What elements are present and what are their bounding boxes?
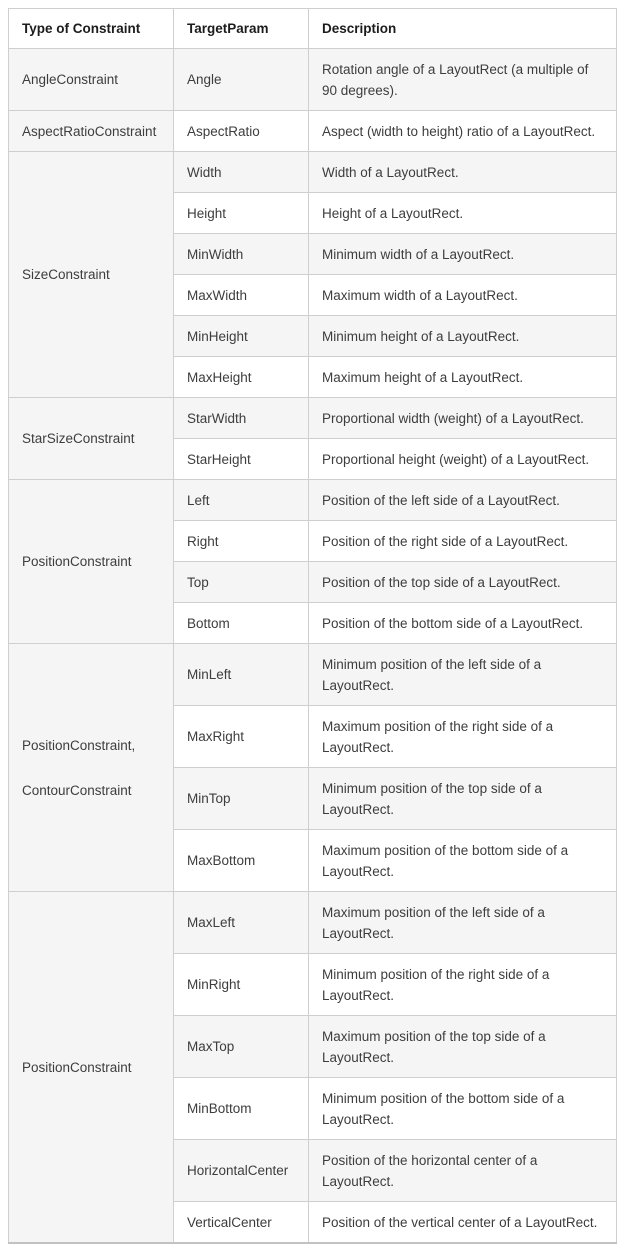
table-row	[9, 49, 617, 111]
table-row	[9, 111, 617, 152]
target-param-cell: MaxWidth	[174, 275, 309, 316]
constraint-type-label: AspectRatioConstraint	[22, 123, 157, 139]
constraint-type-label: SizeConstraint	[22, 267, 110, 282]
description-cell: Height of a LayoutRect.	[309, 193, 617, 234]
constraint-type-label: PositionConstraint	[22, 1059, 132, 1075]
description-cell: Proportional width (weight) of a LayoutRect.	[309, 398, 617, 439]
description-cell: Position of the bottom side of a LayoutRect.	[309, 603, 617, 644]
description-cell: Minimum width of a LayoutRect.	[309, 234, 617, 275]
description-cell: Minimum position of the right side of a LayoutRect.	[309, 954, 617, 1016]
constraint-type-cell	[9, 480, 174, 644]
target-param-cell: Height	[174, 193, 309, 234]
table-row	[9, 644, 617, 706]
target-param-cell: Angle	[174, 49, 309, 111]
constraint-type-label: ContourConstraint	[22, 782, 132, 798]
description-cell: Maximum position of the bottom side of a LayoutRect.	[309, 830, 617, 892]
target-param-cell: MaxBottom	[174, 830, 309, 892]
target-param-cell: MinWidth	[174, 234, 309, 275]
constraint-type-label: PositionConstraint,	[22, 737, 136, 753]
target-param-cell: MaxLeft	[174, 892, 309, 954]
description-cell: Maximum position of the left side of a LayoutRect.	[309, 892, 617, 954]
target-param-cell: MinLeft	[174, 644, 309, 706]
target-param-cell: StarWidth	[174, 398, 309, 439]
description-cell: Rotation angle of a LayoutRect (a multiple of 90 degrees).	[309, 49, 617, 111]
description-cell: Maximum height of a LayoutRect.	[309, 357, 617, 398]
table-row	[9, 398, 617, 439]
constraint-type-cell	[9, 892, 174, 1244]
description-cell: Position of the right side of a LayoutRect.	[309, 521, 617, 562]
constraint-type-cell	[9, 49, 174, 111]
description-cell: Position of the top side of a LayoutRect.	[309, 562, 617, 603]
description-cell: Minimum position of the bottom side of a LayoutRect.	[309, 1078, 617, 1140]
column-header-description: Description	[309, 9, 617, 49]
table-row	[9, 480, 617, 521]
constraint-type-cell	[9, 111, 174, 152]
constraint-type-cell	[9, 152, 174, 398]
target-param-cell: Right	[174, 521, 309, 562]
description-cell: Position of the horizontal center of a LayoutRect.	[309, 1140, 617, 1202]
table-row	[9, 892, 617, 954]
table-body	[9, 49, 617, 1244]
description-cell: Position of the left side of a LayoutRect.	[309, 480, 617, 521]
target-param-cell: HorizontalCenter	[174, 1140, 309, 1202]
target-param-cell: MaxTop	[174, 1016, 309, 1078]
target-param-cell: Bottom	[174, 603, 309, 644]
target-param-cell: Top	[174, 562, 309, 603]
constraint-type-label: AngleConstraint	[22, 72, 119, 87]
table-header	[9, 9, 617, 49]
column-header-type: Type of Constraint	[9, 9, 174, 49]
constraint-type-label: PositionConstraint	[22, 554, 132, 569]
description-cell: Minimum height of a LayoutRect.	[309, 316, 617, 357]
column-header-targetparam: TargetParam	[174, 9, 309, 49]
target-param-cell: MinHeight	[174, 316, 309, 357]
constraint-type-cell	[9, 644, 174, 892]
constraints-table	[8, 8, 617, 1244]
target-param-cell: VerticalCenter	[174, 1202, 309, 1244]
description-cell: Minimum position of the top side of a LayoutRect.	[309, 768, 617, 830]
target-param-cell: Left	[174, 480, 309, 521]
description-cell: Maximum position of the top side of a LayoutRect.	[309, 1016, 617, 1078]
target-param-cell: MinTop	[174, 768, 309, 830]
constraint-type-cell	[9, 398, 174, 480]
table-row	[9, 152, 617, 193]
description-cell: Aspect (width to height) ratio of a LayoutRect.	[309, 111, 617, 152]
constraint-type-label: StarSizeConstraint	[22, 431, 135, 446]
description-cell: Maximum width of a LayoutRect.	[309, 275, 617, 316]
target-param-cell: StarHeight	[174, 439, 309, 480]
target-param-cell: Width	[174, 152, 309, 193]
description-cell: Proportional height (weight) of a LayoutRect.	[309, 439, 617, 480]
target-param-cell: MinRight	[174, 954, 309, 1016]
target-param-cell: MaxHeight	[174, 357, 309, 398]
description-cell: Width of a LayoutRect.	[309, 152, 617, 193]
target-param-cell: AspectRatio	[174, 111, 309, 152]
description-cell: Maximum position of the right side of a LayoutRect.	[309, 706, 617, 768]
header-row	[9, 9, 617, 49]
description-cell: Minimum position of the left side of a LayoutRect.	[309, 644, 617, 706]
target-param-cell: MinBottom	[174, 1078, 309, 1140]
description-cell: Position of the vertical center of a LayoutRect.	[309, 1202, 617, 1244]
target-param-cell: MaxRight	[174, 706, 309, 768]
